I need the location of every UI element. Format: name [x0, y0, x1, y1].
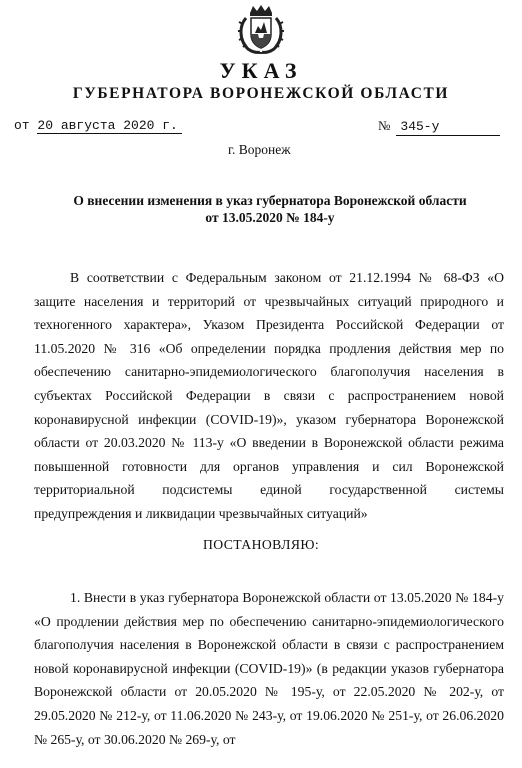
document-heading	[40, 192, 500, 226]
document-date	[14, 118, 182, 134]
preamble-paragraph: В соответствии с Федеральным законом от 21.12.1994 № 68-ФЗ «О защите населения и территорий от чрезвычайных ситуаций природного и техногенного характера», Указом Президента Российской Федерации от 11.05.2020 № 316 «Об определении порядка продления действия мер по обеспечению санитарно-эпидемиологического благополучия населения в субъектах Российской Федерации в связи с распространением новой коронавирусной инфекции (COVID-19)», указом губернатора Воронежской области от 20.03.2020 № 113-у «О введении в Воронежской области режима повышенной готовности для органов управления и сил Воронежской территориальной подсистемы единой государственной системы предупреждения и ликвидации чрезвычайных ситуаций»	[34, 270, 504, 521]
date-prefix: от	[14, 118, 30, 133]
item-1-paragraph: 1. Внести в указ губернатора Воронежской области от 13.05.2020 № 184-у «О продлении действия мер по обеспечению санитарно-эпидемиологического благополучия населения в Воронежской области в связи с распространением новой коронавирусной инфекции (COVID-19)» (в редакции указов губернатора Воронежской области от 20.05.2020 № 195-у, от 22.05.2020 № 202-у, от 29.05.2020 № 212-у, от 11.06.2020 № 243-у, от 19.06.2020 № 251-у, от 26.06.2020 № 265-у, от 30.06.2020 № 269-у, от	[34, 590, 504, 747]
document-title: УКАЗ	[219, 58, 303, 83]
coat-of-arms-icon	[236, 4, 286, 56]
heading-line-2: от 13.05.2020 № 184-у	[205, 210, 335, 225]
decree-word: ПОСТАНОВЛЯЮ:	[202, 537, 320, 552]
date-value: 20 августа 2020 г.	[37, 118, 181, 134]
issuer-title: ГУБЕРНАТОРА ВОРОНЕЖСКОЙ ОБЛАСТИ	[72, 85, 450, 102]
document-number	[378, 118, 500, 136]
number-value: 345-у	[396, 119, 500, 136]
heading-line-1: О внесении изменения в указ губернатора Воронежской области	[73, 193, 467, 208]
city: г. Воронеж	[228, 142, 291, 157]
number-label: №	[378, 118, 391, 133]
